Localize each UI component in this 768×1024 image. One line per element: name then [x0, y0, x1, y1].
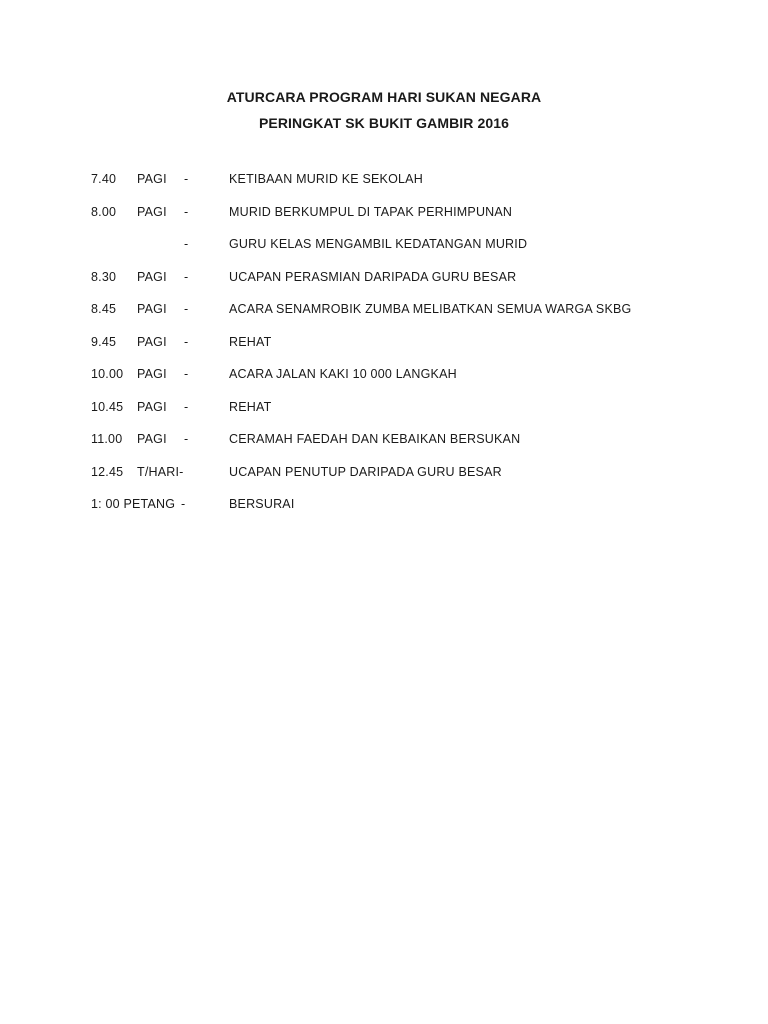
schedule-activity: ACARA SENAMROBIK ZUMBA MELIBATKAN SEMUA WARGA SKBG — [229, 302, 632, 316]
schedule-dash: - — [184, 367, 189, 381]
schedule-activity: REHAT — [229, 399, 272, 414]
schedule-period: PAGI — [137, 432, 167, 446]
schedule-dash: - — [184, 269, 189, 284]
document-subtitle: PERINGKAT SK BUKIT GAMBIR 2016 — [258, 115, 510, 131]
schedule-time: 8.30 — [91, 269, 117, 284]
schedule-time: 10.00 — [91, 367, 124, 381]
schedule-time: 1: 00 PETANG — [91, 497, 176, 511]
schedule-activity: BERSURAI — [229, 497, 295, 511]
schedule-row — [0, 464, 768, 497]
schedule-row — [0, 269, 768, 302]
schedule-time: 8.45 — [91, 302, 117, 316]
schedule-activity: UCAPAN PERASMIAN DARIPADA GURU BESAR — [229, 269, 517, 284]
schedule-period: PAGI — [137, 204, 167, 219]
schedule-time: 9.45 — [91, 334, 117, 349]
schedule-period: PAGI — [137, 367, 167, 381]
schedule-dash: - — [184, 334, 189, 349]
schedule-dash: - — [181, 497, 186, 511]
schedule-list — [0, 171, 768, 529]
schedule-dash: - — [184, 237, 189, 251]
schedule-row — [0, 431, 768, 464]
schedule-row — [0, 204, 768, 237]
schedule-row — [0, 171, 768, 204]
schedule-activity: MURID BERKUMPUL DI TAPAK PERHIMPUNAN — [229, 204, 513, 219]
document-title: ATURCARA PROGRAM HARI SUKAN NEGARA — [226, 89, 542, 105]
schedule-row — [0, 399, 768, 432]
schedule-time: 8.00 — [91, 204, 117, 219]
schedule-activity: KETIBAAN MURID KE SEKOLAH — [229, 172, 423, 186]
schedule-activity: ACARA JALAN KAKI 10 000 LANGKAH — [229, 367, 457, 381]
schedule-dash: - — [184, 302, 189, 316]
schedule-row — [0, 496, 768, 529]
schedule-activity: UCAPAN PENUTUP DARIPADA GURU BESAR — [229, 464, 502, 479]
schedule-period: T/HARI- — [137, 464, 184, 479]
schedule-dash: - — [184, 204, 189, 219]
schedule-time: 12.45 — [91, 464, 124, 479]
schedule-row — [0, 236, 768, 269]
schedule-activity: GURU KELAS MENGAMBIL KEDATANGAN MURID — [229, 237, 528, 251]
schedule-period: PAGI — [137, 172, 167, 186]
schedule-dash: - — [184, 399, 189, 414]
schedule-time: 10.45 — [91, 399, 124, 414]
schedule-row — [0, 301, 768, 334]
schedule-time: 7.40 — [91, 172, 117, 186]
schedule-time: 11.00 — [91, 432, 123, 446]
schedule-activity: REHAT — [229, 334, 272, 349]
schedule-row — [0, 334, 768, 367]
schedule-period: PAGI — [137, 399, 167, 414]
schedule-dash: - — [184, 172, 189, 186]
schedule-row — [0, 366, 768, 399]
schedule-activity: CERAMAH FAEDAH DAN KEBAIKAN BERSUKAN — [229, 432, 521, 446]
schedule-period: PAGI — [137, 269, 167, 284]
schedule-period: PAGI — [137, 334, 167, 349]
schedule-dash: - — [184, 432, 189, 446]
schedule-period: PAGI — [137, 302, 167, 316]
